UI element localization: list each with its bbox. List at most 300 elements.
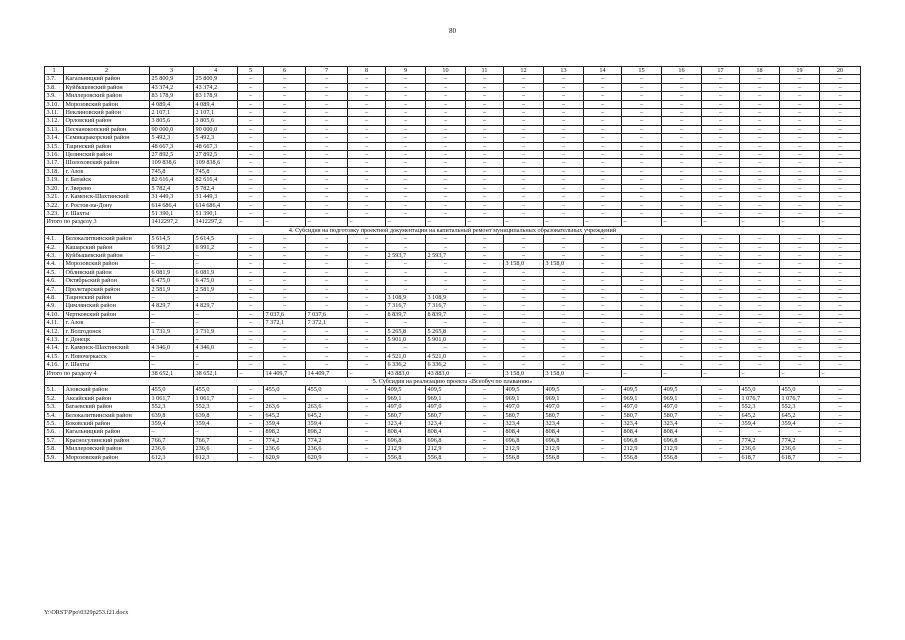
table-cell: 455,0 <box>194 386 238 394</box>
table-cell: 323,4 <box>622 420 662 428</box>
district-name: Семикаракорский район <box>64 134 150 142</box>
table-cell: – <box>820 369 861 377</box>
table-cell: – <box>194 260 238 268</box>
table-cell: – <box>348 167 386 175</box>
section-heading: 5. Субсидия на реализацию проекта «Всеобуч по плаванию» <box>45 378 861 386</box>
table-cell: – <box>386 193 426 201</box>
table-cell: – <box>662 235 702 243</box>
table-cell: – <box>584 243 622 251</box>
section-heading-row <box>45 226 861 234</box>
table-cell: – <box>238 117 264 125</box>
table-cell: – <box>306 83 348 91</box>
table-cell: – <box>820 310 861 318</box>
table-cell: – <box>504 361 544 369</box>
table-cell: – <box>238 176 264 184</box>
table-cell: 620,9 <box>264 453 306 461</box>
table-cell: – <box>386 142 426 150</box>
table-cell: 359,4 <box>264 420 306 428</box>
table-cell: – <box>820 445 861 453</box>
table-cell: – <box>238 445 264 453</box>
table-row <box>45 310 861 318</box>
table-cell: 620,9 <box>306 453 348 461</box>
table-cell: – <box>306 193 348 201</box>
table-cell: – <box>348 193 386 201</box>
table-cell: – <box>544 142 584 150</box>
table-cell: – <box>466 319 504 327</box>
table-cell: – <box>622 352 662 360</box>
page-number: 80 <box>449 27 456 35</box>
table-cell: – <box>238 218 264 226</box>
footer-file-path: Y:\ORST\Ppo\0329p253.f21.docx <box>44 609 129 616</box>
total-row <box>45 218 861 226</box>
district-name: Боковский район <box>64 420 150 428</box>
table-cell: – <box>584 302 622 310</box>
table-cell: – <box>504 142 544 150</box>
row-number: 4.13. <box>45 336 64 344</box>
table-cell: – <box>662 251 702 259</box>
table-cell: – <box>662 268 702 276</box>
table-cell: – <box>238 319 264 327</box>
table-cell: 5 901,0 <box>386 336 426 344</box>
table-cell: – <box>780 243 820 251</box>
table-cell: – <box>466 100 504 108</box>
column-header: 2 <box>64 67 150 75</box>
table-cell: – <box>306 336 348 344</box>
table-cell: 497,0 <box>386 403 426 411</box>
table-cell: – <box>702 394 740 402</box>
table-cell: – <box>780 336 820 344</box>
table-cell: – <box>238 344 264 352</box>
table-cell: – <box>544 243 584 251</box>
table-cell: – <box>702 428 740 436</box>
table-cell: – <box>702 117 740 125</box>
table-row <box>45 260 861 268</box>
table-cell: 5 492,3 <box>194 134 238 142</box>
table-cell: – <box>702 142 740 150</box>
table-cell: 323,4 <box>504 420 544 428</box>
table-cell: – <box>348 445 386 453</box>
table-cell: – <box>466 361 504 369</box>
table-cell: 323,4 <box>426 420 466 428</box>
table-cell: – <box>622 201 662 209</box>
table-row <box>45 151 861 159</box>
table-cell: – <box>504 235 544 243</box>
table-cell: – <box>264 285 306 293</box>
table-cell: 612,3 <box>150 453 194 461</box>
table-cell: – <box>702 319 740 327</box>
district-name: Азовский район <box>64 386 150 394</box>
table-cell: – <box>702 293 740 301</box>
table-cell: – <box>150 251 194 259</box>
table-cell: – <box>194 428 238 436</box>
table-cell: – <box>584 92 622 100</box>
table-cell: – <box>584 109 622 117</box>
table-cell: – <box>544 235 584 243</box>
row-number: 4.6. <box>45 277 64 285</box>
table-cell: – <box>426 109 466 117</box>
table-cell: – <box>662 243 702 251</box>
table-cell: – <box>820 453 861 461</box>
table-cell: – <box>662 277 702 285</box>
table-cell: – <box>544 352 584 360</box>
table-cell: – <box>306 100 348 108</box>
district-name: г. Ростов-на-Дону <box>64 201 150 209</box>
table-cell: – <box>348 369 386 377</box>
table-cell: 614 686,4 <box>150 201 194 209</box>
table-cell: 212,9 <box>386 445 426 453</box>
table-cell: – <box>264 151 306 159</box>
table-row <box>45 125 861 133</box>
table-cell: – <box>740 319 780 327</box>
table-cell: – <box>702 327 740 335</box>
table-cell: 552,3 <box>194 403 238 411</box>
district-name: Орловский район <box>64 117 150 125</box>
table-cell: – <box>466 142 504 150</box>
table-cell: – <box>740 201 780 209</box>
table-cell: – <box>662 336 702 344</box>
table-cell: 43 883,0 <box>386 369 426 377</box>
table-cell: – <box>584 268 622 276</box>
table-cell: – <box>306 251 348 259</box>
table-cell: – <box>584 117 622 125</box>
table-cell: – <box>264 336 306 344</box>
table-cell: – <box>702 453 740 461</box>
table-cell: 263,6 <box>306 403 348 411</box>
table-cell: – <box>544 134 584 142</box>
table-row <box>45 352 861 360</box>
table-cell: – <box>238 184 264 192</box>
column-header: 19 <box>780 67 820 75</box>
table-cell: – <box>306 176 348 184</box>
table-cell: – <box>584 134 622 142</box>
table-cell: 645,2 <box>264 411 306 419</box>
table-cell: – <box>780 310 820 318</box>
table-cell: – <box>504 352 544 360</box>
table-cell: – <box>348 344 386 352</box>
table-cell: – <box>150 361 194 369</box>
table-cell: – <box>306 352 348 360</box>
table-cell: – <box>820 260 861 268</box>
table-cell: – <box>466 285 504 293</box>
table-cell: 236,6 <box>194 445 238 453</box>
table-cell: – <box>504 83 544 91</box>
table-cell: – <box>466 277 504 285</box>
district-name: Обливский район <box>64 268 150 276</box>
table-cell: 6 991,2 <box>194 243 238 251</box>
table-row <box>45 176 861 184</box>
table-cell: – <box>348 176 386 184</box>
table-cell: 7 316,7 <box>426 302 466 310</box>
table-cell: – <box>584 251 622 259</box>
table-cell: – <box>702 218 740 226</box>
table-cell: – <box>348 159 386 167</box>
table-cell: – <box>584 100 622 108</box>
table-cell: 1 061,7 <box>150 394 194 402</box>
table-cell: – <box>348 117 386 125</box>
table-cell: 969,1 <box>544 394 584 402</box>
district-name: Октябрьский район <box>64 277 150 285</box>
table-cell: – <box>306 167 348 175</box>
column-header: 7 <box>306 67 348 75</box>
table-cell: – <box>466 445 504 453</box>
table-cell: – <box>702 75 740 83</box>
column-header: 9 <box>386 67 426 75</box>
table-cell: – <box>740 327 780 335</box>
table-cell: – <box>504 218 544 226</box>
table-cell: – <box>740 83 780 91</box>
table-cell: – <box>306 327 348 335</box>
table-cell: – <box>504 100 544 108</box>
table-cell: – <box>238 75 264 83</box>
table-cell: – <box>150 319 194 327</box>
table-cell: 3 108,9 <box>426 293 466 301</box>
table-cell: 109 838,6 <box>150 159 194 167</box>
table-cell: – <box>466 159 504 167</box>
district-name: Песчанокопский район <box>64 125 150 133</box>
table-cell: – <box>466 344 504 352</box>
table-cell: 3 158,0 <box>504 260 544 268</box>
table-cell: – <box>466 193 504 201</box>
table-cell: – <box>238 369 264 377</box>
row-number: 4.11. <box>45 319 64 327</box>
table-cell: – <box>348 92 386 100</box>
table-cell: – <box>238 159 264 167</box>
table-cell: – <box>504 251 544 259</box>
table-cell: – <box>662 310 702 318</box>
table-cell: – <box>702 184 740 192</box>
district-name: Куйбышевский район <box>64 83 150 91</box>
table-cell: – <box>622 109 662 117</box>
table-cell: – <box>702 167 740 175</box>
table-cell: 766,7 <box>194 436 238 444</box>
table-cell: – <box>740 193 780 201</box>
column-header: 20 <box>820 67 861 75</box>
table-cell: 696,8 <box>544 436 584 444</box>
table-cell: – <box>348 260 386 268</box>
table-cell: – <box>584 352 622 360</box>
table-cell: 43 883,0 <box>426 369 466 377</box>
table-cell: – <box>306 302 348 310</box>
table-cell: – <box>426 117 466 125</box>
table-row <box>45 109 861 117</box>
table-cell: – <box>466 453 504 461</box>
table-cell: – <box>820 386 861 394</box>
table-cell: – <box>702 134 740 142</box>
table-cell: 6 336,2 <box>386 361 426 369</box>
table-cell: – <box>622 235 662 243</box>
table-cell: – <box>504 209 544 217</box>
table-cell: – <box>702 352 740 360</box>
district-name: г. Шахты <box>64 361 150 369</box>
table-cell: 455,0 <box>306 386 348 394</box>
table-cell: – <box>348 436 386 444</box>
table-cell: 212,9 <box>504 445 544 453</box>
table-cell: – <box>820 75 861 83</box>
table-cell: 5 265,8 <box>426 327 466 335</box>
row-number: 3.19. <box>45 176 64 184</box>
table-cell: – <box>426 209 466 217</box>
table-cell: – <box>150 352 194 360</box>
table-cell: – <box>584 151 622 159</box>
district-name: Кагальницкий район <box>64 428 150 436</box>
table-cell: 808,4 <box>622 428 662 436</box>
row-number: 3.18. <box>45 167 64 175</box>
table-cell: – <box>740 159 780 167</box>
table-cell: 8 839,7 <box>426 310 466 318</box>
table-cell: 6 336,2 <box>426 361 466 369</box>
table-cell: – <box>348 428 386 436</box>
table-cell: – <box>466 75 504 83</box>
table-cell: – <box>306 394 348 402</box>
table-cell: – <box>504 75 544 83</box>
table-cell: – <box>544 293 584 301</box>
table-cell: – <box>622 209 662 217</box>
row-number: 5.6. <box>45 428 64 436</box>
table-cell: 1 731,9 <box>150 327 194 335</box>
column-header: 4 <box>194 67 238 75</box>
table-cell: 696,8 <box>504 436 544 444</box>
table-cell: 31 449,3 <box>150 193 194 201</box>
table-cell: – <box>264 184 306 192</box>
table-cell: – <box>780 201 820 209</box>
table-cell: 82 616,4 <box>194 176 238 184</box>
table-cell: – <box>466 167 504 175</box>
table-cell: – <box>740 151 780 159</box>
table-cell: – <box>820 352 861 360</box>
table-cell: – <box>426 277 466 285</box>
table-cell: – <box>466 92 504 100</box>
table-cell: – <box>264 125 306 133</box>
table-cell: – <box>264 167 306 175</box>
table-cell: 8 839,7 <box>386 310 426 318</box>
table-cell: – <box>622 361 662 369</box>
table-cell: – <box>306 209 348 217</box>
table-cell: – <box>348 268 386 276</box>
table-cell: – <box>820 327 861 335</box>
district-name: г. Азов <box>64 319 150 327</box>
table-cell: – <box>306 285 348 293</box>
table-cell: – <box>426 159 466 167</box>
district-name: Морозовский район <box>64 453 150 461</box>
table-cell: – <box>780 277 820 285</box>
table-cell: – <box>348 394 386 402</box>
table-cell: – <box>348 75 386 83</box>
table-cell: – <box>662 92 702 100</box>
table-cell: – <box>662 151 702 159</box>
table-cell: 645,2 <box>780 411 820 419</box>
table-cell: 1412297,2 <box>150 218 194 226</box>
table-cell: – <box>702 109 740 117</box>
table-row <box>45 83 861 91</box>
table-cell: – <box>426 167 466 175</box>
table-cell: 969,1 <box>662 394 702 402</box>
table-cell: 969,1 <box>426 394 466 402</box>
table-cell: – <box>150 310 194 318</box>
district-name: г. Шахты <box>64 209 150 217</box>
table-cell: 5 901,0 <box>426 336 466 344</box>
district-name: Пролетарский район <box>64 285 150 293</box>
table-cell: – <box>466 251 504 259</box>
district-name: Морозовский район <box>64 260 150 268</box>
table-cell: – <box>348 319 386 327</box>
table-cell: 1 076,7 <box>780 394 820 402</box>
table-cell: 4 829,7 <box>150 302 194 310</box>
table-cell: – <box>238 193 264 201</box>
table-cell: – <box>348 420 386 428</box>
table-cell: – <box>386 176 426 184</box>
table-cell: – <box>780 302 820 310</box>
table-cell: – <box>740 302 780 310</box>
table-cell: – <box>264 268 306 276</box>
table-cell: – <box>780 235 820 243</box>
table-cell: – <box>504 109 544 117</box>
district-name: г. Донецк <box>64 336 150 344</box>
table-cell: – <box>702 201 740 209</box>
table-row <box>45 428 861 436</box>
table-cell: – <box>238 201 264 209</box>
table-cell: – <box>622 193 662 201</box>
table-cell: – <box>238 394 264 402</box>
table-cell: 359,4 <box>150 420 194 428</box>
table-cell: – <box>740 142 780 150</box>
table-cell: – <box>584 428 622 436</box>
row-number: 3.15. <box>45 142 64 150</box>
table-cell: – <box>238 327 264 335</box>
table-cell: 5 492,3 <box>150 134 194 142</box>
district-name: г. Азов <box>64 167 150 175</box>
table-cell: – <box>662 117 702 125</box>
table-cell: 359,4 <box>194 420 238 428</box>
district-name: Миллеровский район <box>64 92 150 100</box>
table-cell: – <box>238 361 264 369</box>
table-cell: – <box>426 184 466 192</box>
row-number: 3.12. <box>45 117 64 125</box>
table-cell: – <box>504 201 544 209</box>
table-cell: – <box>504 336 544 344</box>
row-number: 3.17. <box>45 159 64 167</box>
table-cell: – <box>264 218 306 226</box>
table-cell: – <box>238 167 264 175</box>
district-name: Цимлянский район <box>64 302 150 310</box>
table-cell: – <box>466 125 504 133</box>
table-cell: – <box>584 285 622 293</box>
table-cell: – <box>426 193 466 201</box>
column-header: 13 <box>544 67 584 75</box>
table-cell: – <box>348 125 386 133</box>
table-cell: 580,7 <box>544 411 584 419</box>
table-cell: – <box>702 176 740 184</box>
table-cell: 323,4 <box>544 420 584 428</box>
table-row <box>45 403 861 411</box>
table-cell: 696,8 <box>426 436 466 444</box>
table-cell: 497,0 <box>504 403 544 411</box>
table-cell: – <box>820 218 861 226</box>
table-cell: – <box>386 83 426 91</box>
table-cell: 580,7 <box>504 411 544 419</box>
header-row <box>45 67 861 75</box>
table-cell: – <box>740 209 780 217</box>
table-cell: – <box>740 134 780 142</box>
table-cell: – <box>544 109 584 117</box>
table-cell: – <box>466 243 504 251</box>
district-name: Белокалитвинский район <box>64 235 150 243</box>
table-cell: – <box>466 293 504 301</box>
table-cell: – <box>584 344 622 352</box>
table-cell: – <box>584 336 622 344</box>
table-cell: 3 805,6 <box>194 117 238 125</box>
table-cell: – <box>820 336 861 344</box>
table-cell: – <box>466 201 504 209</box>
